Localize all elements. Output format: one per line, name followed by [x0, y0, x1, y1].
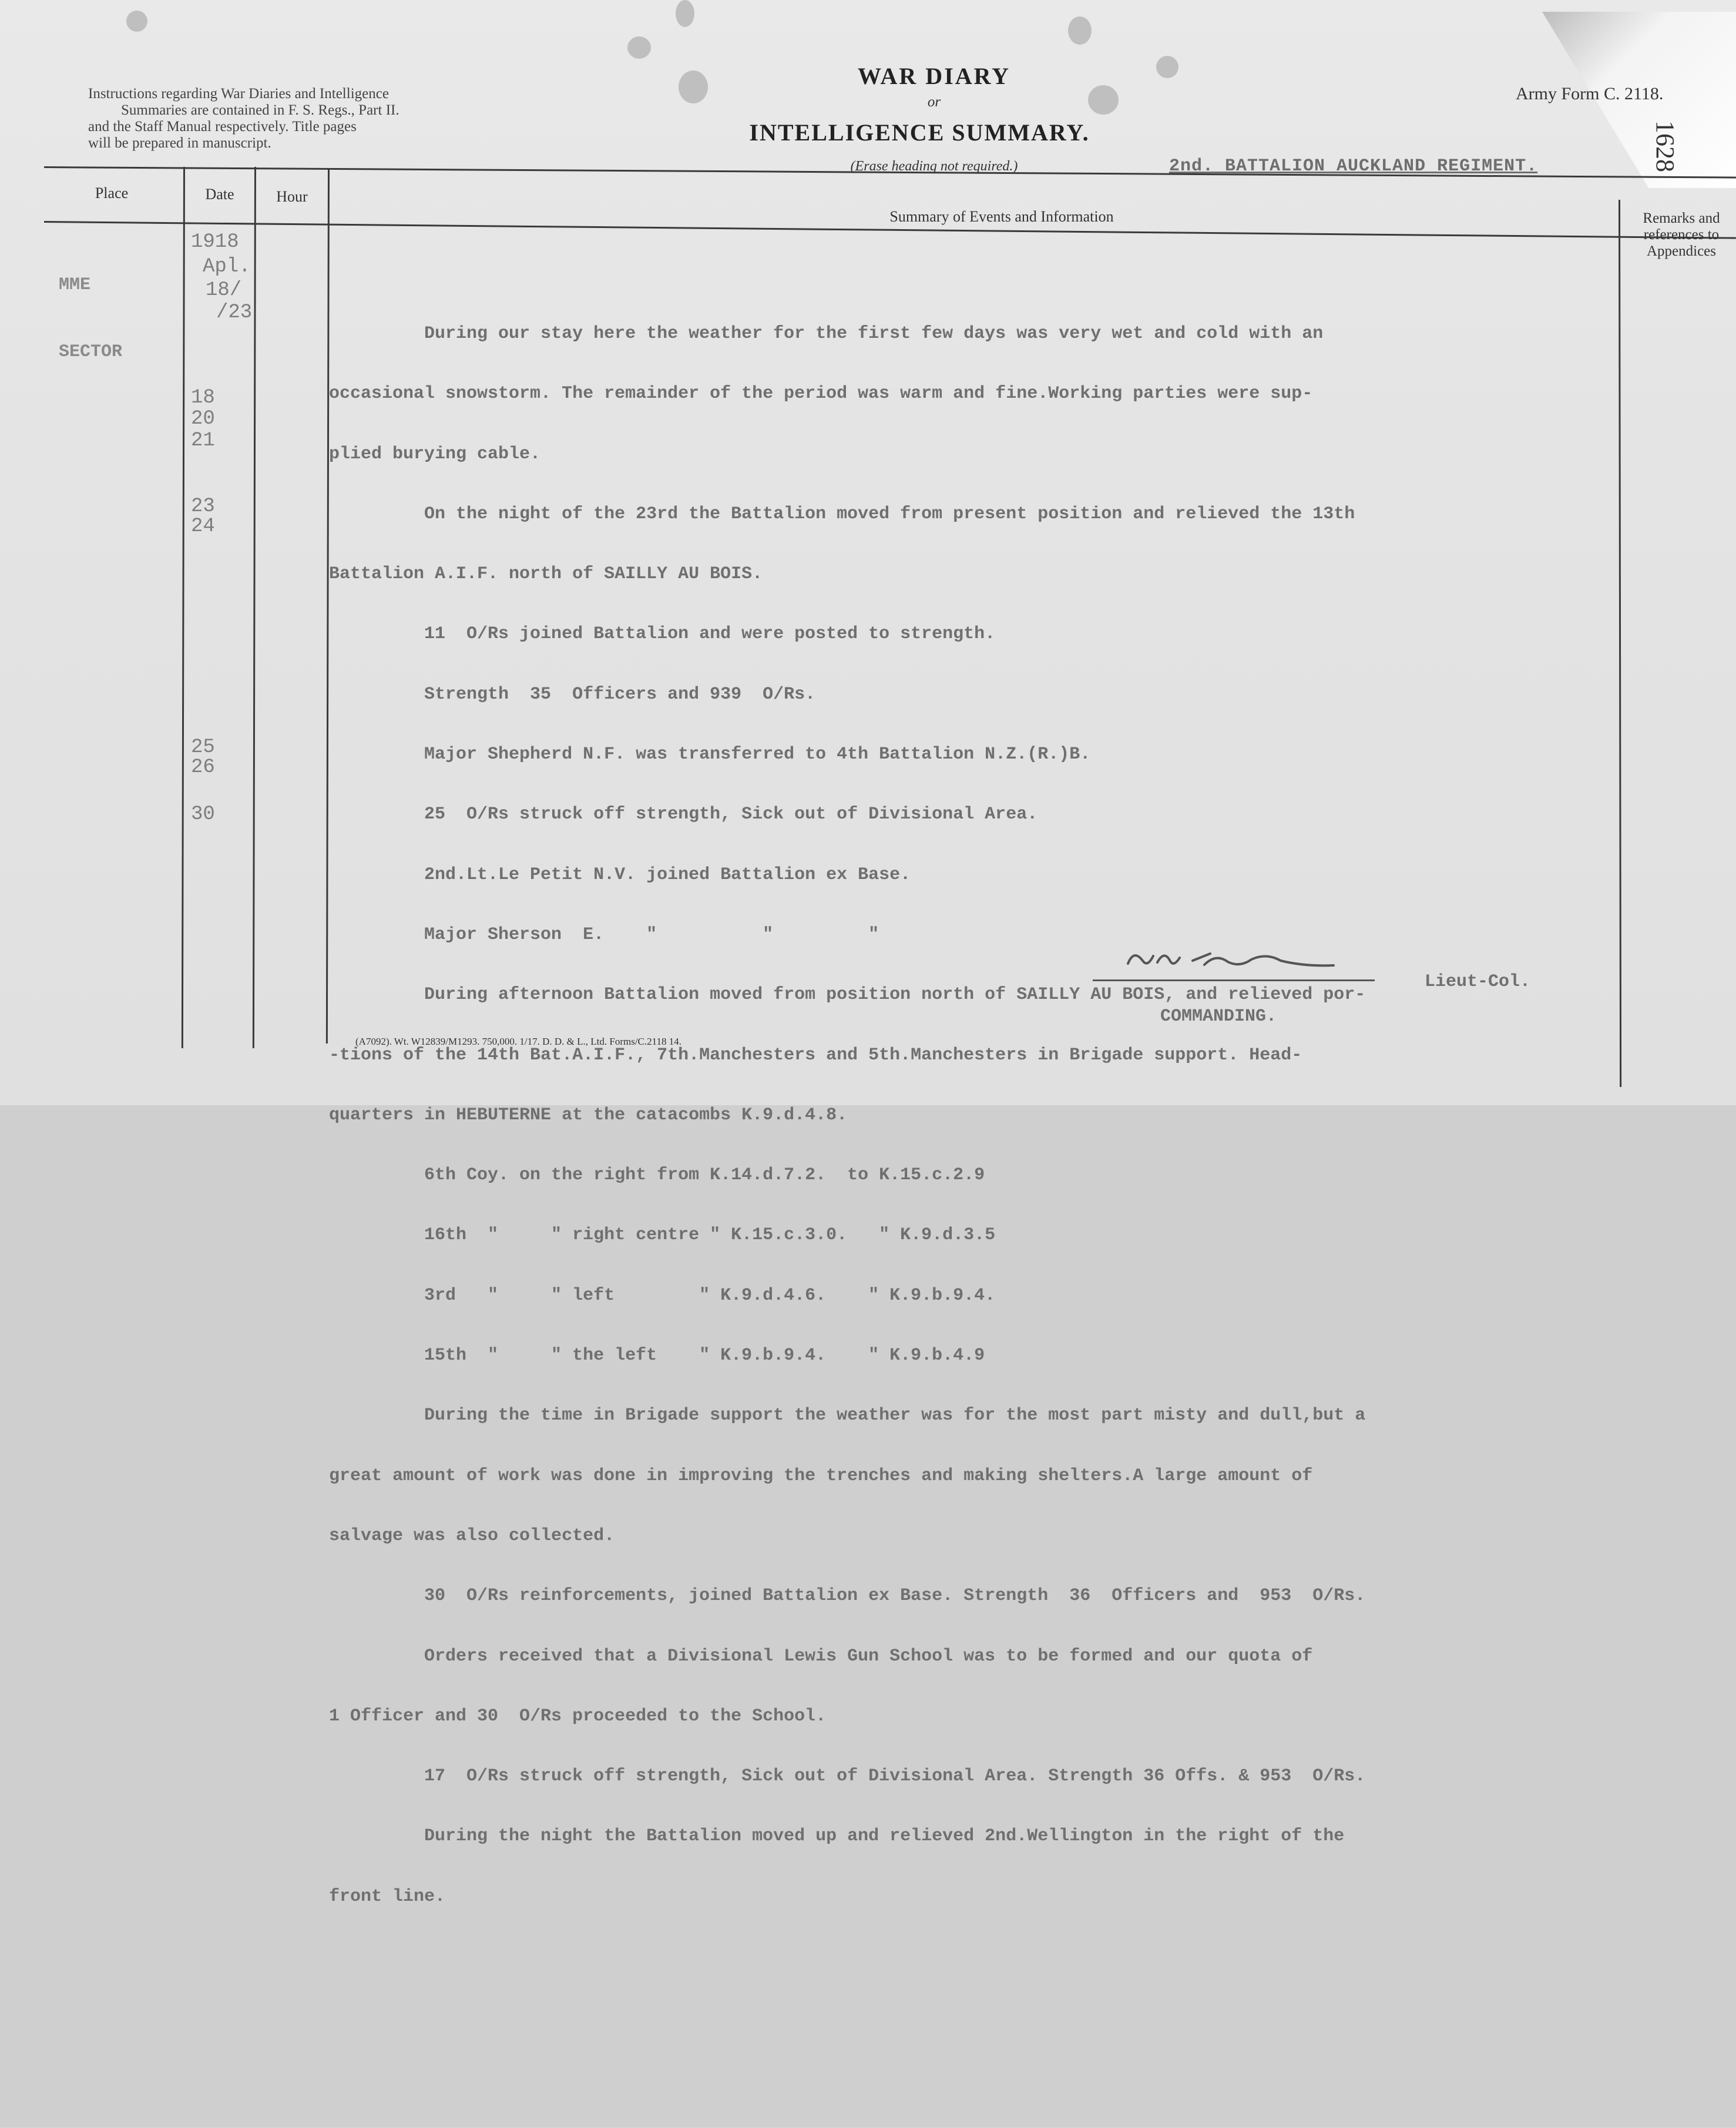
punch-hole [1156, 56, 1178, 78]
punch-hole [126, 11, 147, 32]
summary-line [329, 1947, 1365, 1967]
date-day: 23 [191, 495, 215, 518]
place-line: SECTOR [59, 342, 123, 362]
summary-line: great amount of work was done in improving the trenches and making shelters.A large amount of [329, 1465, 1313, 1486]
summary-line: On the night of the 23rd the Battalion moved from present position and relieved the 13th [329, 504, 1355, 524]
instructions-line: Summaries are contained in F. S. Regs., Part II. [121, 102, 399, 118]
column-rule [253, 167, 256, 1048]
punch-hole [627, 36, 651, 59]
summary-line: Major Sherson E. " " " [329, 924, 879, 945]
summary-line: 25 O/Rs struck off strength, Sick out of Divisional Area. [329, 804, 1038, 825]
instructions-line: Instructions regarding War Diaries and Intelligence [88, 86, 389, 102]
column-header-place: Place [95, 184, 129, 202]
column-header-remarks [1623, 210, 1736, 260]
summary-line: 17 O/Rs struck off strength, Sick out of Divisional Area. Strength 36 Offs. & 953 O/Rs. [329, 1766, 1366, 1787]
summary-line: Strength 35 Officers and 939 O/Rs. [329, 684, 816, 704]
date-day: 30 [191, 803, 215, 826]
summary-line: plied burying cable. [329, 444, 541, 464]
summary-line: 1 Officer and 30 O/Rs proceeded to the School. [329, 1706, 827, 1726]
summary-line: 30 O/Rs reinforcements, joined Battalion ex Base. Strength 36 Officers and 953 O/Rs. [329, 1586, 1366, 1606]
remarks-line: references to [1643, 227, 1720, 243]
date-day: 25 [191, 736, 215, 759]
summary-line: 2nd.Lt.Le Petit N.V. joined Battalion ex Base. [329, 864, 911, 885]
signature-line [1093, 979, 1375, 981]
page-title: WAR DIARY [857, 63, 1011, 89]
date-day: 20 [191, 408, 215, 430]
summary-line: quarters in HEBUTERNE at the catacombs K.9.d.4.8. [329, 1105, 848, 1125]
page-stamp-number: 1628 [1651, 120, 1680, 172]
summary-line: salvage was also collected. [329, 1525, 615, 1546]
instructions-line: will be prepared in manuscript. [88, 135, 271, 151]
punch-hole [1088, 85, 1119, 115]
signatory-rank: Lieut-Col. [1425, 972, 1531, 992]
summary-line [329, 2007, 1365, 2027]
page-subtitle: INTELLIGENCE SUMMARY. [749, 119, 1090, 146]
date-month: Apl. [203, 256, 251, 278]
date-year: 1918 [191, 231, 239, 253]
column-header-summary: Summary of Events and Information [889, 208, 1114, 225]
punch-hole [676, 0, 694, 27]
date-day: 18 [191, 387, 215, 409]
erase-note: (Erase heading not required.) [850, 159, 1018, 174]
punch-hole [679, 71, 708, 103]
summary-line: During the time in Brigade support the weather was for the most part misty and dull,but a [329, 1405, 1366, 1426]
summary-line: 3rd " " left " K.9.d.4.6. " K.9.b.9.4. [329, 1285, 996, 1306]
summary-line: Battalion A.I.F. north of SAILLY AU BOIS. [329, 564, 763, 585]
summary-line: Orders received that a Divisional Lewis Gun School was to be formed and our quota of [329, 1646, 1313, 1666]
instructions-note [88, 86, 499, 152]
summary-line [329, 2067, 1365, 2087]
unit-name: 2nd. BATTALION AUCKLAND REGIMENT. [1169, 156, 1538, 176]
summary-line: During our stay here the weather for the first few days was very wet and cold with an [329, 324, 1324, 344]
place-entry [59, 229, 122, 408]
summary-line: 16th " " right centre " K.15.c.3.0. " K.9.d.3.5 [329, 1225, 996, 1246]
army-form-number: Army Form C. 2118. [1516, 84, 1664, 103]
date-day: 24 [191, 515, 215, 538]
punch-hole [1068, 16, 1092, 45]
summary-line: front line. [329, 1886, 446, 1907]
signature-scribble [1116, 940, 1375, 981]
date-day: 21 [191, 430, 215, 452]
column-header-date: Date [205, 186, 234, 203]
date-range: /23 [216, 301, 253, 324]
summary-line: During the night the Battalion moved up and relieved 2nd.Wellington in the right of the [329, 1826, 1345, 1847]
column-rule [1619, 200, 1621, 1087]
date-range: 18/ [206, 279, 242, 301]
summary-line: 15th " " the left " K.9.b.9.4. " K.9.b.4.9 [329, 1346, 985, 1366]
place-line: MME [59, 275, 91, 295]
summary-line: During afternoon Battalion moved from position north of SAILLY AU BOIS, and relieved por- [329, 985, 1366, 1005]
summary-text [329, 284, 1365, 2127]
remarks-line: Appendices [1646, 243, 1717, 259]
printer-imprint: (A7092). Wt. W12839/M1293. 750,000. 1/17. D. D. & L., Ltd. Forms/C.2118 14. [355, 1036, 682, 1047]
date-day: 26 [191, 756, 215, 779]
remarks-line: Remarks and [1643, 210, 1720, 226]
summary-line: occasional snowstorm. The remainder of the period was warm and fine.Working parties were sup- [329, 384, 1313, 404]
summary-line: -tions of the 14th Bat.A.I.F., 7th.Manchesters and 5th.Manchesters in Brigade support. Head- [329, 1045, 1302, 1065]
summary-line: 6th Coy. on the right from K.14.d.7.2. to K.15.c.2.9 [329, 1165, 985, 1186]
signatory-role: COMMANDING. [1160, 1007, 1277, 1026]
summary-line: Major Shepherd N.F. was transferred to 4th Battalion N.Z.(R.)B. [329, 744, 1091, 765]
column-rule [182, 167, 185, 1048]
instructions-line: and the Staff Manual respectively. Title pages [88, 119, 357, 135]
column-header-hour: Hour [276, 188, 308, 205]
title-or: or [927, 94, 941, 110]
summary-line: 11 O/Rs joined Battalion and were posted to strength. [329, 624, 996, 645]
